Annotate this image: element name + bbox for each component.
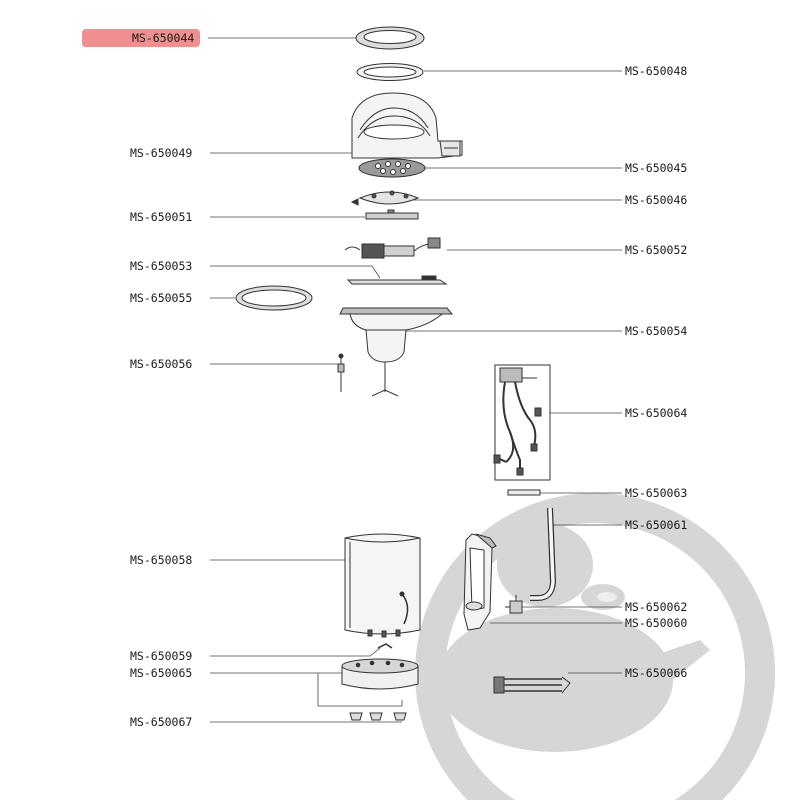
- part-label-650051[interactable]: MS-650051: [130, 210, 193, 224]
- part-feet: [350, 713, 406, 720]
- part-label-650066[interactable]: MS-650066: [625, 666, 688, 680]
- part-label-650061[interactable]: MS-650061: [625, 518, 688, 532]
- part-label-650065[interactable]: MS-650065: [130, 666, 193, 680]
- part-label-650056[interactable]: MS-650056: [130, 357, 193, 371]
- part-label-650053[interactable]: MS-650053: [130, 259, 193, 273]
- part-label-650044[interactable]: MS-650044: [82, 29, 200, 47]
- part-small-board: [352, 191, 418, 205]
- part-small-connector: [378, 644, 392, 648]
- leader-650059-link: [370, 648, 380, 656]
- part-label-650062[interactable]: MS-650062: [625, 600, 688, 614]
- part-label-650052[interactable]: MS-650052: [625, 243, 688, 257]
- part-heating-element: [494, 677, 570, 693]
- part-base: [342, 659, 418, 689]
- part-ring-inner: [357, 64, 423, 81]
- part-gasket-ring: [236, 286, 312, 310]
- part-label-650054[interactable]: MS-650054: [625, 324, 688, 338]
- part-lid-cover: [352, 93, 462, 158]
- part-label-650045[interactable]: MS-650045: [625, 161, 688, 175]
- part-label-650049[interactable]: MS-650049: [130, 146, 193, 160]
- part-label-650059[interactable]: MS-650059: [130, 649, 193, 663]
- part-perforated-plate: [359, 159, 425, 177]
- part-pin: [338, 354, 344, 392]
- part-bowl-housing: [340, 308, 452, 396]
- part-short-tube: [508, 490, 540, 495]
- part-label-650058[interactable]: MS-650058: [130, 553, 193, 567]
- watermark-beak: [597, 592, 617, 602]
- leader-650053: [210, 266, 380, 278]
- part-flat-plate: [348, 276, 446, 284]
- part-side-column: [464, 534, 496, 630]
- part-label-650055[interactable]: MS-650055: [130, 291, 193, 305]
- part-bar: [366, 210, 418, 219]
- part-label-650048[interactable]: MS-650048: [625, 64, 688, 78]
- part-label-650060[interactable]: MS-650060: [625, 616, 688, 630]
- part-ring-top: [356, 27, 424, 49]
- part-cylinder-tank: [345, 534, 420, 637]
- part-label-650046[interactable]: MS-650046: [625, 193, 688, 207]
- part-control-module: [345, 238, 440, 258]
- part-wiring-harness: [494, 365, 550, 480]
- part-label-650064[interactable]: MS-650064: [625, 406, 688, 420]
- part-label-650067[interactable]: MS-650067: [130, 715, 193, 729]
- part-label-650063[interactable]: MS-650063: [625, 486, 688, 500]
